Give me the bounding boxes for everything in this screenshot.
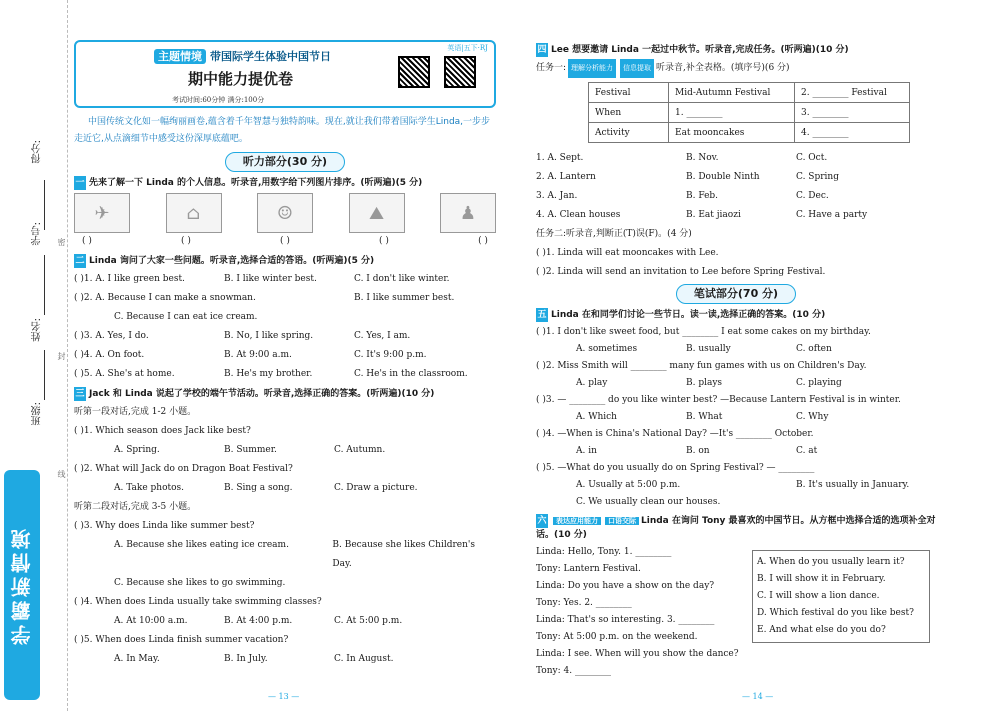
- page-number-left: — 13 —: [268, 692, 300, 701]
- table-cell: Activity: [589, 123, 669, 143]
- dialogue-line: Linda: Do you have a show on the day?: [536, 581, 715, 591]
- option: B. usually: [686, 344, 731, 354]
- option: B. Eat jiaozi: [686, 210, 741, 220]
- brand-logo: 学霸新情境: [4, 470, 40, 700]
- option: B. At 9:00 a.m.: [224, 350, 292, 360]
- dialogue-note: 听第二段对话,完成 3-5 小题。: [74, 502, 197, 512]
- option: A. At 10:00 a.m.: [114, 616, 188, 626]
- seal-mi: 密: [57, 238, 66, 246]
- option: B. Feb.: [686, 191, 719, 201]
- skill-tag: 口语交际: [605, 517, 639, 525]
- box-option: A. When do you usually learn it?: [757, 557, 905, 567]
- option: C. Yes, I am.: [354, 331, 411, 341]
- option-row: [536, 443, 936, 460]
- picture-row: [74, 193, 496, 233]
- section-1-num: 一: [75, 178, 85, 188]
- option: 2. A. Lantern: [536, 172, 596, 182]
- option-row: [536, 375, 936, 392]
- option: A. Which: [576, 412, 617, 422]
- header-subtitle-text: 带国际学生体验中国节日: [210, 50, 331, 63]
- option: C. often: [796, 344, 832, 354]
- option: B. Because she likes Children's Day.: [332, 540, 476, 569]
- section-2-text: Linda 询问了大家一些问题。听录音,选择合适的答语。(听两遍)(5 分): [89, 256, 375, 266]
- section-5-text: Linda 在和同学们讨论一些节日。读一读,选择正确的答案。(10 分): [551, 310, 826, 320]
- option: A. sometimes: [576, 344, 638, 354]
- option: B. Double Ninth: [686, 172, 760, 182]
- name-label: 姓名:: [32, 318, 43, 342]
- section-2-title: [74, 254, 496, 268]
- dialogue-line: Tony: At 5:00 p.m. on the weekend.: [536, 632, 698, 642]
- option-row: [536, 187, 936, 206]
- task-2-label: 任务二:听录音,判断正(T)误(F)。(4 分): [536, 229, 692, 239]
- option: C. In August.: [334, 654, 394, 664]
- option-row: [536, 206, 936, 225]
- option: C. Why: [796, 412, 829, 422]
- option: B. He's my brother.: [224, 369, 313, 379]
- option: A. Spring.: [114, 445, 160, 455]
- option: C. Dec.: [796, 191, 829, 201]
- box-option: E. And what else do you do?: [757, 625, 886, 635]
- option: C. Because I can eat ice cream.: [114, 312, 258, 322]
- option: 3. A. Jan.: [536, 191, 578, 201]
- page-number-right: — 14 —: [742, 692, 774, 701]
- option: C. Spring: [796, 172, 839, 182]
- table-row: [589, 123, 910, 143]
- dialogue-line: Linda: I see. When will you show the dance?: [536, 649, 739, 659]
- section-4-text: Lee 想要邀请 Linda 一起过中秋节。听录音,完成任务。(听两遍)(10 分): [551, 45, 849, 55]
- option: 1. A. Sept.: [536, 153, 584, 163]
- festival-table: [588, 82, 910, 143]
- qr-code-1: [398, 56, 430, 88]
- table-cell: When: [589, 103, 669, 123]
- exam-header: [74, 40, 496, 108]
- option-row: [74, 536, 496, 574]
- option: B. Summer.: [224, 445, 277, 455]
- student-number-label: 学号:: [32, 222, 43, 246]
- option: ( )2. A. Because I can make a snowman.: [74, 293, 256, 303]
- option: C. Oct.: [796, 153, 828, 163]
- option: C. He's in the classroom.: [354, 369, 468, 379]
- question-row: [74, 327, 496, 346]
- option: C. At 5:00 p.m.: [334, 616, 403, 626]
- option-row: [536, 477, 936, 494]
- task-1-label: [536, 59, 936, 78]
- qr-code-2: [444, 56, 476, 88]
- table-cell[interactable]: 1. ________: [669, 103, 795, 123]
- box-option: D. Which festival do you like best?: [757, 608, 914, 618]
- option-row: [74, 612, 496, 631]
- option: 4. A. Clean houses: [536, 210, 621, 220]
- option: C. playing: [796, 378, 842, 388]
- option: A. Usually at 5:00 p.m.: [576, 480, 681, 490]
- score-label: 得分:: [32, 140, 43, 164]
- question-stem: ( )3. — ________ do you like winter best? —Because Lantern Festival is in winter.: [536, 395, 901, 405]
- edition-label: 英语|五下·RJ: [447, 44, 488, 52]
- option-row: [536, 409, 936, 426]
- option: B. on: [686, 446, 710, 456]
- question-stem: ( )1. I don't like sweet food, but ________ I eat some cakes on my birthday.: [536, 327, 871, 337]
- picture-4: ⛰: [349, 193, 405, 233]
- question-row: [74, 346, 496, 365]
- dialogue-line: Linda: Hello, Tony. 1. ________: [536, 547, 672, 557]
- seal-feng: 封: [57, 352, 66, 360]
- option: C. Draw a picture.: [334, 483, 418, 493]
- section-1-title: [74, 176, 496, 190]
- question-stem: ( )2. What will Jack do on Dragon Boat Festival?: [74, 464, 293, 474]
- question-row: [74, 270, 496, 289]
- dialogue-line: Tony: Lantern Festival.: [536, 564, 641, 574]
- box-option: C. I will show a lion dance.: [757, 591, 880, 601]
- option: B. In July.: [224, 654, 268, 664]
- table-cell: Eat mooncakes: [669, 123, 795, 143]
- option: ( )1. A. I like green best.: [74, 274, 185, 284]
- question-stem: ( )4. When does Linda usually take swimming classes?: [74, 597, 322, 607]
- section-6-title: [536, 514, 936, 542]
- option: A. In May.: [114, 654, 160, 664]
- dialogue-note: 听第一段对话,完成 1-2 小题。: [74, 407, 197, 417]
- option: B. Sing a song.: [224, 483, 293, 493]
- question-stem: ( )5. When does Linda finish summer vacation?: [74, 635, 289, 645]
- task-1: 任务一:: [536, 63, 567, 73]
- option: C. Have a party: [796, 210, 868, 220]
- answer-blank[interactable]: ( ): [82, 236, 92, 246]
- picture-2: ⌂: [166, 193, 222, 233]
- option: C. Autumn.: [334, 445, 386, 455]
- table-row: [589, 83, 910, 103]
- class-label: 班级:: [32, 402, 43, 426]
- exam-meta: 考试时间:60分钟 满分:100分: [172, 96, 265, 104]
- answer-blank[interactable]: ( ): [181, 236, 191, 246]
- table-cell: Festival: [589, 83, 669, 103]
- question-stem: ( )5. —What do you usually do on Spring Festival? — ________: [536, 463, 815, 473]
- ability-tag: 表达应用能力: [553, 517, 601, 525]
- option: B. I like winter best.: [224, 274, 317, 284]
- question-stem: ( )1. Which season does Jack like best?: [74, 426, 251, 436]
- section-6-text: Linda 在询问 Tony 最喜欢的中国节日。从方框中选择合适的选项补全对话。(10 分): [536, 516, 936, 540]
- skill-tag: 信息提取: [620, 59, 654, 78]
- exam-title: 期中能力提优卷: [188, 70, 294, 88]
- dialogue-line: Linda: That's so interesting. 3. ________: [536, 615, 715, 625]
- options-box: [752, 550, 930, 643]
- section-3-title: [74, 387, 496, 401]
- theme-tag: 主题情境: [154, 49, 206, 64]
- number-line: [44, 255, 45, 315]
- dialogue-line: Tony: 4. ________: [536, 666, 611, 676]
- picture-3: ☺: [257, 193, 313, 233]
- option-row: [74, 650, 496, 669]
- section-3-num: 三: [75, 389, 85, 399]
- table-cell: Mid-Autumn Festival: [669, 83, 795, 103]
- intro-text: 中国传统文化如一幅绚丽画卷,蕴含着千年智慧与独特韵味。现在,就让我们带着国际学生Linda,一步步走近它,从点滴细节中感受这份深厚底蕴吧。: [74, 117, 491, 144]
- option: ( )5. A. She's at home.: [74, 369, 175, 379]
- option: A. Take photos.: [114, 483, 185, 493]
- question-stem: ( )2. Miss Smith will ________ many fun games with us on Children's Day.: [536, 361, 867, 371]
- question-stem: ( )4. —When is China's National Day? —It's ________ October.: [536, 429, 814, 439]
- binding-strip: [0, 0, 68, 711]
- question-row: [74, 289, 496, 308]
- ability-tag: 理解分析能力: [568, 59, 616, 78]
- picture-5: ♟: [440, 193, 496, 233]
- answer-blank[interactable]: ( ): [280, 236, 290, 246]
- answer-blank[interactable]: ( ): [478, 236, 488, 246]
- writing-part-title: 笔试部分(70 分): [676, 284, 796, 304]
- question-row: [74, 365, 496, 384]
- section-3-text: Jack 和 Linda 说起了学校的端午节活动。听录音,选择正确的答案。(听两遍)(10 分): [89, 389, 435, 399]
- answer-blank[interactable]: ( ): [379, 236, 389, 246]
- option: ( )4. A. On foot.: [74, 350, 145, 360]
- right-page: [536, 40, 936, 680]
- section-5-num: 五: [537, 310, 547, 320]
- option: B. What: [686, 412, 723, 422]
- seal-xian: 线: [57, 470, 66, 478]
- picture-1: ✈: [74, 193, 130, 233]
- option: B. It's usually in January.: [796, 480, 910, 490]
- option-row: C. We usually clean our houses.: [576, 497, 721, 507]
- option-row: C. Because she likes to go swimming.: [114, 578, 286, 588]
- true-false-item: ( )2. Linda will send an invitation to Lee before Spring Festival.: [536, 267, 826, 277]
- option: B. Nov.: [686, 153, 719, 163]
- section-4-title: [536, 43, 936, 57]
- left-page: [74, 40, 496, 669]
- table-cell[interactable]: 3. ________: [795, 103, 910, 123]
- option: C. I don't like winter.: [354, 274, 450, 284]
- option: C. at: [796, 446, 818, 456]
- option: A. Because she likes eating ice cream.: [114, 540, 289, 550]
- section-1-text: 先来了解一下 Linda 的个人信息。听录音,用数字给下列图片排序。(听两遍)(5 分): [89, 178, 423, 188]
- question-stem: ( )3. Why does Linda like summer best?: [74, 521, 255, 531]
- section-5-title: [536, 308, 936, 322]
- option: A. play: [576, 378, 608, 388]
- option-row: [536, 149, 936, 168]
- section-4-num: 四: [537, 45, 547, 55]
- header-subtitle: [154, 48, 331, 64]
- question-row: [74, 308, 496, 327]
- name-line: [44, 350, 45, 400]
- box-option: B. I will show it in February.: [757, 574, 886, 584]
- true-false-item: ( )1. Linda will eat mooncakes with Lee.: [536, 248, 719, 258]
- option: B. I like summer best.: [354, 293, 455, 303]
- section-2-num: 二: [75, 256, 85, 266]
- option: ( )3. A. Yes, I do.: [74, 331, 149, 341]
- task-1-text: 听录音,补全表格。(填序号)(6 分): [656, 63, 790, 73]
- option: B. No, I like spring.: [224, 331, 314, 341]
- option: B. plays: [686, 378, 723, 388]
- option: B. At 4:00 p.m.: [224, 616, 293, 626]
- dialogue-line: Tony: Yes. 2. ________: [536, 598, 632, 608]
- option-row: [74, 479, 496, 498]
- listening-part-title: 听力部分(30 分): [225, 152, 345, 172]
- option-row: [74, 441, 496, 460]
- section-6-num: 六: [537, 516, 547, 526]
- picture-blanks: [74, 233, 496, 251]
- option-row: [536, 341, 936, 358]
- option: A. in: [576, 446, 597, 456]
- table-row: [589, 103, 910, 123]
- table-cell[interactable]: 2. ________ Festival: [795, 83, 910, 103]
- option: C. It's 9:00 p.m.: [354, 350, 427, 360]
- table-cell[interactable]: 4. ________: [795, 123, 910, 143]
- option-row: [536, 168, 936, 187]
